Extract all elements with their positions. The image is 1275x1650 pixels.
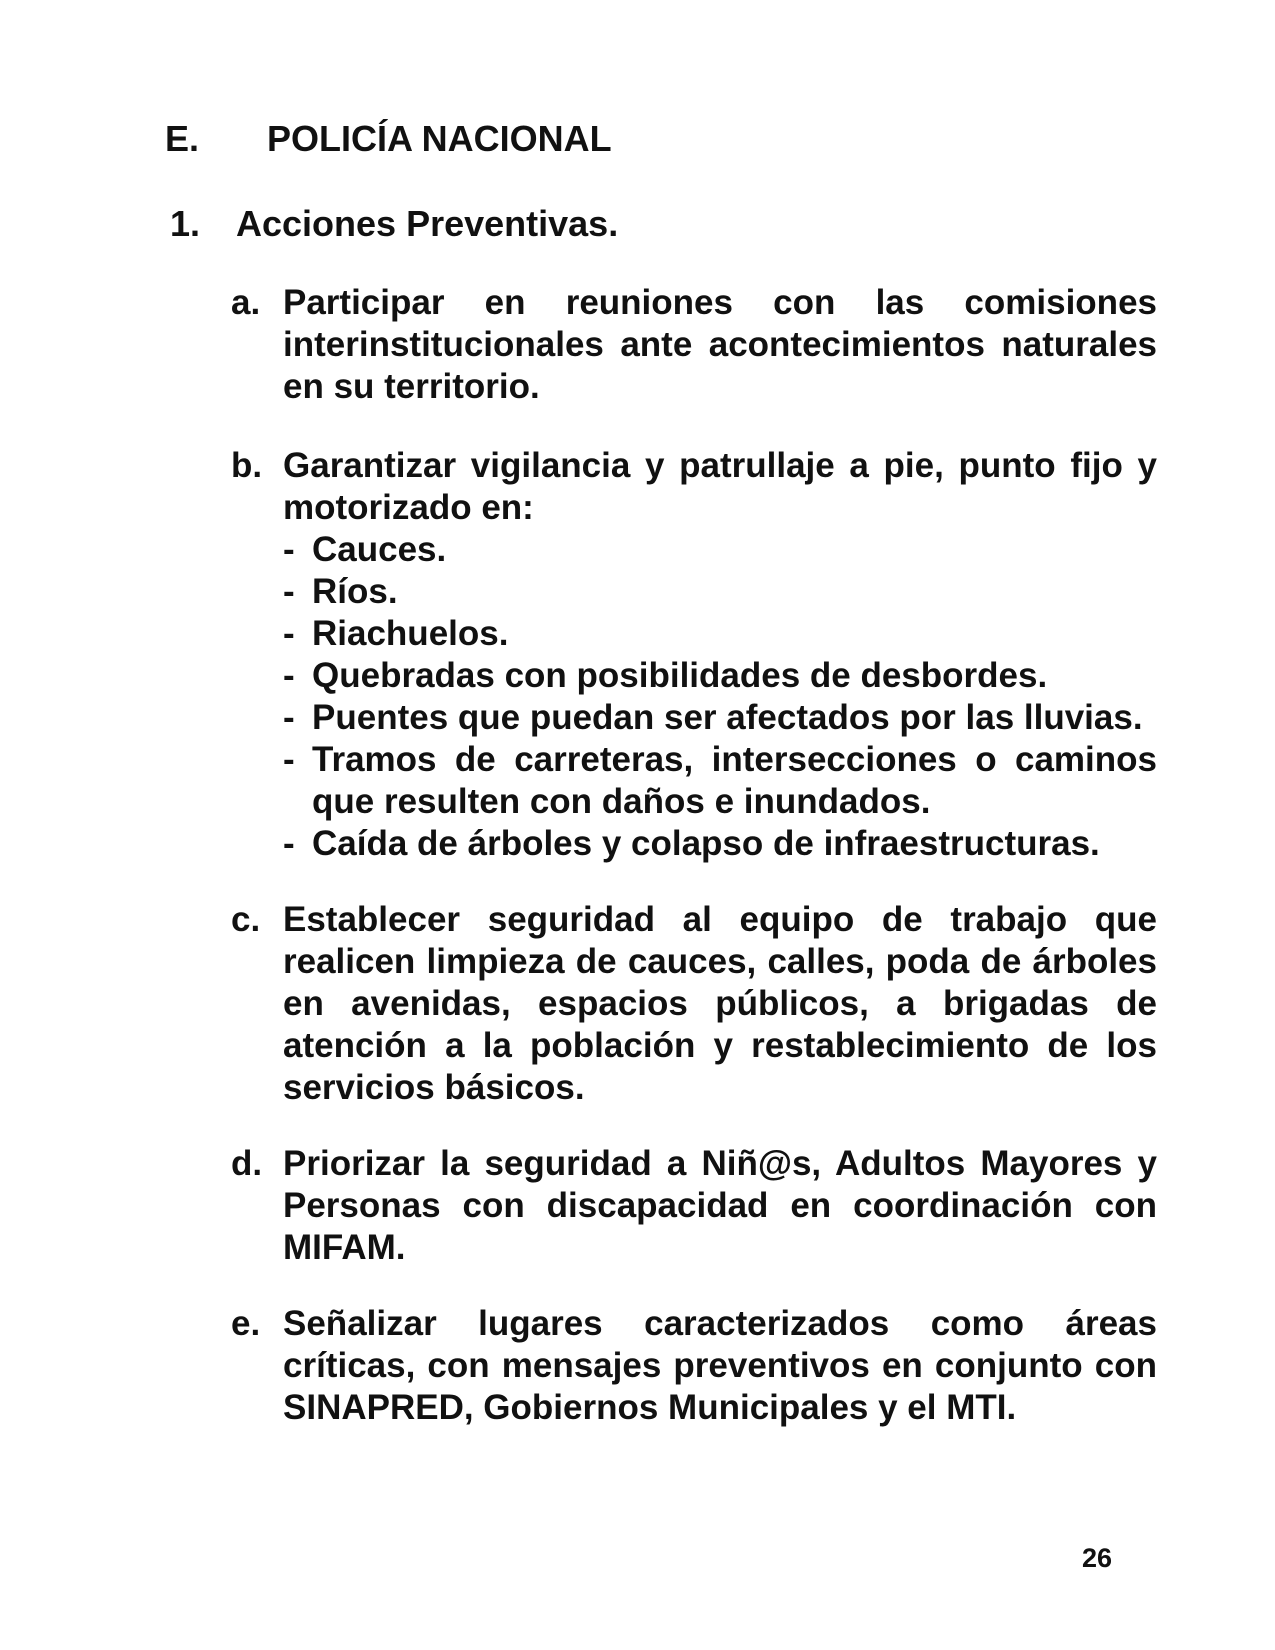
- item-line: motorizado en:: [283, 488, 534, 527]
- page-number: 26: [1081, 1543, 1112, 1573]
- item-line: Ríos.: [312, 572, 398, 611]
- item-line: que resulten con daños e inundados.: [312, 782, 931, 821]
- item-marker: e.: [231, 1304, 261, 1343]
- item-body: [283, 445, 1157, 865]
- item-body: [283, 1143, 1157, 1269]
- list-item-e: [231, 1303, 1275, 1429]
- item-line: Personas con discapacidad en coordinación con: [283, 1186, 1157, 1225]
- sub-list-item: [283, 739, 1157, 823]
- section-heading: [165, 118, 1275, 160]
- dash-bullet: -: [283, 824, 295, 863]
- item-body: [283, 1303, 1157, 1429]
- sub-list-item: [283, 823, 1157, 865]
- item-line: Riachuelos.: [312, 614, 509, 653]
- item-line: en su territorio.: [283, 367, 540, 406]
- section-title: POLICÍA NACIONAL: [267, 118, 612, 159]
- item-line: Señalizar lugares caracterizados como áreas: [283, 1304, 1157, 1343]
- item-marker: c.: [231, 900, 261, 939]
- item-line: críticas, con mensajes preventivos en conjunto con: [283, 1346, 1157, 1385]
- item-line: servicios básicos.: [283, 1068, 585, 1107]
- section-marker: E.: [165, 118, 200, 159]
- dash-bullet: -: [283, 698, 295, 737]
- item-line: Tramos de carreteras, intersecciones o caminos: [312, 740, 1157, 779]
- dash-bullet: -: [283, 740, 295, 779]
- item-line: Puentes que puedan ser afectados por las lluvias.: [312, 698, 1143, 737]
- dash-bullet: -: [283, 572, 295, 611]
- list-item-d: [231, 1143, 1275, 1269]
- item-line: atención a la población y restablecimiento de los: [283, 1026, 1157, 1065]
- dash-bullet: -: [283, 530, 295, 569]
- list-item-b: [231, 445, 1275, 865]
- item-line: Caída de árboles y colapso de infraestructuras.: [312, 824, 1100, 863]
- item-line: en avenidas, espacios públicos, a brigadas de: [283, 984, 1157, 1023]
- item-line: SINAPRED, Gobiernos Municipales y el MTI.: [283, 1388, 1017, 1427]
- item-line: Cauces.: [312, 530, 447, 569]
- subsection-marker: 1.: [170, 203, 201, 244]
- dash-bullet: -: [283, 614, 295, 653]
- item-line: interinstitucionales ante acontecimientos naturales: [283, 325, 1157, 364]
- sub-list-item: [283, 613, 1157, 655]
- item-marker: b.: [231, 446, 263, 485]
- item-line: realicen limpieza de cauces, calles, poda de árboles: [283, 942, 1157, 981]
- item-body: [283, 282, 1157, 408]
- item-marker: d.: [231, 1144, 263, 1183]
- sub-list-item: [283, 697, 1157, 739]
- item-line: Priorizar la seguridad a Niñ@s, Adultos Mayores y: [283, 1144, 1157, 1183]
- item-line: Participar en reuniones con las comisiones: [283, 283, 1157, 322]
- sub-list-item: [283, 529, 1157, 571]
- item-line: Quebradas con posibilidades de desbordes.: [312, 656, 1048, 695]
- item-marker: a.: [231, 283, 261, 322]
- item-line: Establecer seguridad al equipo de trabajo que: [283, 900, 1157, 939]
- dash-bullet: -: [283, 656, 295, 695]
- list-item-a: [231, 282, 1275, 408]
- item-line: MIFAM.: [283, 1228, 406, 1267]
- list-item-c: [231, 899, 1275, 1109]
- item-body: [283, 899, 1157, 1109]
- sub-list-item: [283, 655, 1157, 697]
- sub-list-item: [283, 571, 1157, 613]
- item-line: Garantizar vigilancia y patrullaje a pie, punto fijo y: [283, 446, 1157, 485]
- subsection-heading: [170, 203, 1275, 245]
- page-footer: [0, 1537, 1112, 1579]
- subsection-title: Acciones Preventivas.: [236, 203, 619, 244]
